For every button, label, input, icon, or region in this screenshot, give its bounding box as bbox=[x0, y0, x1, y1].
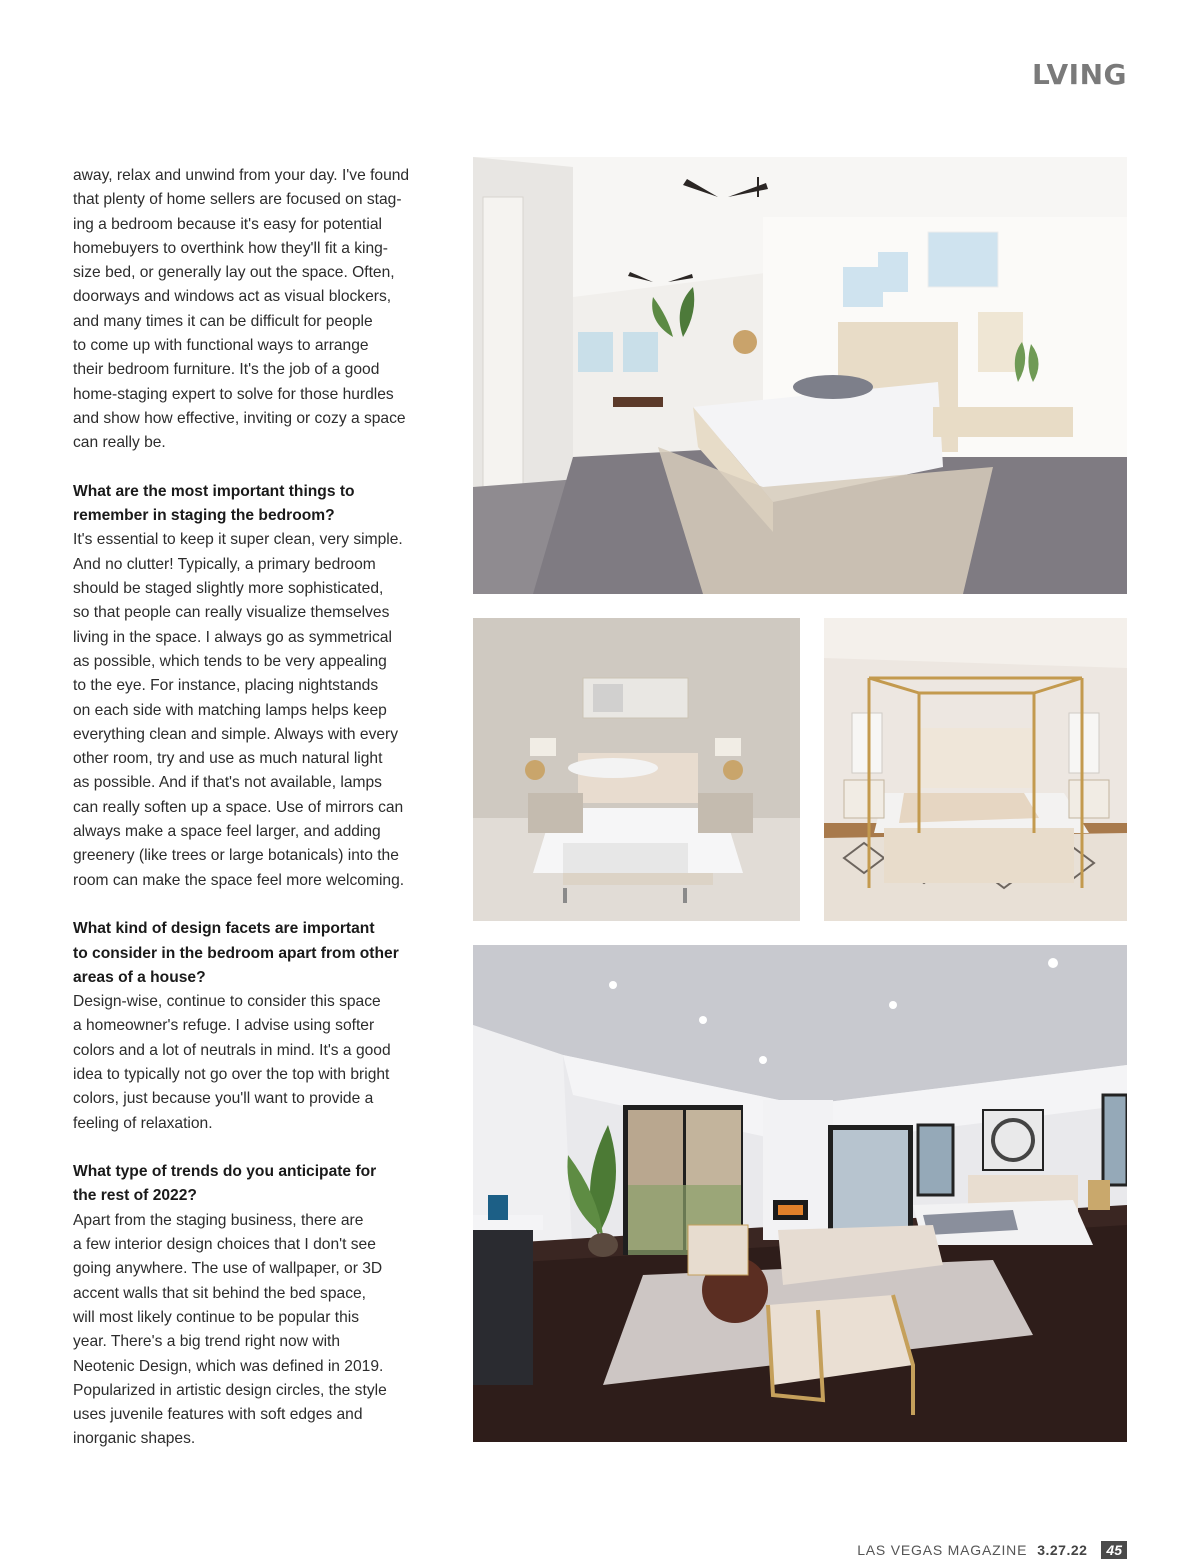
bedroom-photo-ceiling-fans bbox=[473, 157, 1127, 594]
text-line: on each side with matching lamps helps keep bbox=[73, 701, 387, 719]
text-line: Neotenic Design, which was defined in 2019. bbox=[73, 1357, 384, 1375]
text-line: going anywhere. The use of wallpaper, or 3D bbox=[73, 1260, 383, 1278]
text-line: Apart from the staging business, there are bbox=[73, 1211, 364, 1229]
text-line: away, relax and unwind from your day. I've found bbox=[73, 167, 410, 184]
question-heading bbox=[73, 480, 413, 529]
text-line: everything clean and simple. Always with every bbox=[73, 725, 399, 743]
text-line: feeling of relaxation. bbox=[73, 1114, 213, 1132]
text-line: to consider in the bedroom apart from other bbox=[73, 944, 399, 962]
text-line: the rest of 2022? bbox=[73, 1187, 197, 1205]
question-heading bbox=[73, 917, 413, 990]
text-line: home-staging expert to solve for those hurdles bbox=[73, 385, 394, 403]
text-line: always make a space feel larger, and adding bbox=[73, 823, 381, 841]
magazine-name: LAS VEGAS MAGAZINE bbox=[857, 1542, 1028, 1558]
bedroom-photo-sitting-area bbox=[473, 945, 1127, 1442]
text-line: to come up with functional ways to arrange bbox=[73, 337, 369, 355]
text-line: as possible, which tends to be very appealing bbox=[73, 652, 387, 670]
page-footer bbox=[857, 1541, 1127, 1559]
article-body bbox=[73, 164, 413, 1452]
text-line: as possible. And if that's not available, lamps bbox=[73, 774, 382, 792]
text-line: It's essential to keep it super clean, very simple. bbox=[73, 531, 403, 549]
text-line: Design-wise, continue to consider this space bbox=[73, 993, 381, 1011]
text-line: can really soften up a space. Use of mirrors can bbox=[73, 798, 404, 816]
answer-paragraph bbox=[73, 528, 413, 892]
text-line: and show how effective, inviting or cozy a space bbox=[73, 409, 406, 427]
text-line: can really be. bbox=[73, 434, 166, 452]
text-line: ing a bedroom because it's easy for potential bbox=[73, 215, 382, 233]
text-line: living in the space. I always go as symmetrical bbox=[73, 628, 392, 646]
text-line: homebuyers to overthink how they'll fit a king- bbox=[73, 239, 389, 257]
text-line: their bedroom furniture. It's the job of a good bbox=[73, 361, 380, 379]
text-line: room can make the space feel more welcoming. bbox=[73, 871, 405, 889]
intro-paragraph bbox=[73, 164, 413, 456]
text-line: a homeowner's refuge. I advise using softer bbox=[73, 1017, 375, 1035]
text-line: should be staged slightly more sophisticated, bbox=[73, 580, 384, 598]
answer-paragraph bbox=[73, 990, 413, 1136]
issue-date: 3.27.22 bbox=[1037, 1542, 1088, 1558]
answer-paragraph bbox=[73, 1209, 413, 1452]
bedroom-photo-symmetrical bbox=[473, 618, 800, 921]
text-line: to the eye. For instance, placing nightstands bbox=[73, 677, 379, 695]
text-line: idea to typically not go over the top with bright bbox=[73, 1065, 390, 1083]
text-line: And no clutter! Typically, a primary bedroom bbox=[73, 555, 376, 573]
question-heading bbox=[73, 1160, 413, 1209]
text-line: What kind of design facets are important bbox=[73, 920, 375, 938]
text-line: so that people can really visualize themselves bbox=[73, 604, 390, 622]
text-line: and many times it can be difficult for people bbox=[73, 312, 373, 330]
text-line: colors and a lot of neutrals in mind. It's a good bbox=[73, 1041, 391, 1059]
text-line: doorways and windows act as visual blockers, bbox=[73, 288, 392, 306]
text-line: areas of a house? bbox=[73, 968, 206, 986]
text-line: year. There's a big trend right now with bbox=[73, 1333, 341, 1351]
bedroom-photo-canopy-bed bbox=[824, 618, 1127, 921]
text-line: What are the most important things to bbox=[73, 482, 355, 500]
text-line: size bed, or generally lay out the space. Often, bbox=[73, 264, 395, 282]
text-line: greenery (like trees or large botanicals) into the bbox=[73, 847, 399, 865]
text-line: Popularized in artistic design circles, the style bbox=[73, 1381, 387, 1399]
text-line: that plenty of home sellers are focused on stag- bbox=[73, 191, 402, 209]
text-line: will most likely continue to be popular this bbox=[73, 1308, 360, 1326]
section-label: LVING bbox=[1032, 58, 1127, 91]
text-line: remember in staging the bedroom? bbox=[73, 507, 335, 525]
text-line: inorganic shapes. bbox=[73, 1430, 196, 1448]
text-line: What type of trends do you anticipate for bbox=[73, 1163, 377, 1181]
text-line: colors, just because you'll want to provide a bbox=[73, 1090, 374, 1108]
text-line: a few interior design choices that I don't see bbox=[73, 1236, 376, 1254]
text-line: uses juvenile features with soft edges and bbox=[73, 1406, 363, 1424]
text-line: accent walls that sit behind the bed space, bbox=[73, 1284, 366, 1302]
page-number: 45 bbox=[1101, 1541, 1127, 1559]
text-line: other room, try and use as much natural light bbox=[73, 750, 383, 768]
